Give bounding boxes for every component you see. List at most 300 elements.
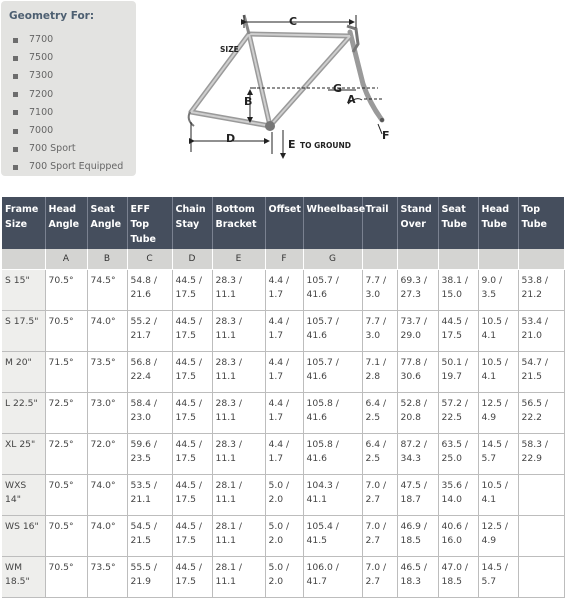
dimension-letter-cell xyxy=(438,249,478,270)
cell-line: 4.1 xyxy=(481,330,497,341)
dimension-letter-cell: G xyxy=(303,249,362,270)
bullet-square-icon xyxy=(13,165,18,170)
table-cell xyxy=(172,393,212,434)
cell-line: 1.7 xyxy=(268,412,284,423)
cell-line: 57.2 / xyxy=(441,398,468,409)
cell-line: 7.0 / xyxy=(365,480,387,491)
table-cell xyxy=(212,311,265,352)
cell-line: Tube xyxy=(130,234,156,245)
dimension-letter-row xyxy=(2,249,564,270)
dimension-letter-cell xyxy=(478,249,518,270)
table-cell xyxy=(127,393,172,434)
table-cell xyxy=(518,434,564,475)
table-cell xyxy=(212,393,265,434)
cell-line: 105.8 / xyxy=(306,398,339,409)
cell-line: 10.5 / xyxy=(481,480,508,491)
column-header xyxy=(87,197,127,249)
cell-line: 55.2 / xyxy=(130,316,157,327)
table-cell xyxy=(172,434,212,475)
cell-line: 7.7 / xyxy=(365,275,387,286)
cell-line: Chain xyxy=(175,204,206,215)
cell-line: 4.4 / xyxy=(268,275,290,286)
cell-line: 59.6 / xyxy=(130,439,157,450)
table-row xyxy=(2,434,564,475)
cell-line: 11.1 xyxy=(215,289,236,300)
cell-line: Tube xyxy=(521,219,547,230)
table-cell xyxy=(265,311,303,352)
table-cell xyxy=(127,516,172,557)
bullet-square-icon xyxy=(13,56,18,61)
cell-line: WM xyxy=(5,562,23,573)
table-cell: 73.0° xyxy=(87,393,127,434)
table-cell xyxy=(127,557,172,598)
bullet-square-icon xyxy=(13,74,18,79)
cell-line: 14.5 / xyxy=(481,562,508,573)
cell-line: 12.5 / xyxy=(481,398,508,409)
cell-line: Bottom xyxy=(215,204,255,215)
cell-line: 2.8 xyxy=(365,371,381,382)
cell-line: 44.5 / xyxy=(175,480,202,491)
cell-line: 40.6 / xyxy=(441,521,468,532)
cell-line: 18.5 xyxy=(441,576,462,587)
cell-line: 53.5 / xyxy=(130,480,157,491)
model-list xyxy=(13,31,123,177)
cell-line: 2.0 xyxy=(268,576,284,587)
cell-line: 44.5 / xyxy=(441,316,468,327)
cell-line: Wheelbase xyxy=(306,204,366,215)
table-cell xyxy=(172,557,212,598)
dimension-label-c: C xyxy=(289,15,298,28)
cell-line: 21.0 xyxy=(521,330,542,341)
cell-line: 11.1 xyxy=(215,535,236,546)
table-cell: 72.5° xyxy=(45,434,87,475)
cell-line: 4.4 / xyxy=(268,398,290,409)
cell-line: Head xyxy=(481,204,510,215)
cell-line: 11.1 xyxy=(215,330,236,341)
cell-line: 7.7 / xyxy=(365,316,387,327)
cell-line: 22.4 xyxy=(130,371,151,382)
dimension-label-b: B xyxy=(244,95,253,108)
table-cell xyxy=(265,434,303,475)
cell-line: 44.5 / xyxy=(175,398,202,409)
cell-line: 41.6 xyxy=(306,289,327,300)
dimension-label-f: F xyxy=(382,129,390,142)
table-cell xyxy=(478,352,518,393)
table-header-row xyxy=(2,197,564,249)
cell-line: 15.0 xyxy=(441,289,462,300)
cell-line: Seat xyxy=(90,204,115,215)
cell-line: 22.9 xyxy=(521,453,542,464)
cell-line: 11.1 xyxy=(215,576,236,587)
cell-line: Stand xyxy=(400,204,432,215)
table-cell xyxy=(438,516,478,557)
dimension-label-to-ground: TO GROUND xyxy=(300,141,352,150)
cell-line: 4.4 / xyxy=(268,357,290,368)
cell-line: 105.8 / xyxy=(306,439,339,450)
cell-line: 1.7 xyxy=(268,371,284,382)
cell-line: 104.3 / xyxy=(306,480,339,491)
table-cell xyxy=(362,270,397,311)
table-cell xyxy=(303,311,362,352)
cell-line: 105.4 / xyxy=(306,521,339,532)
cell-line: 21.1 xyxy=(130,494,151,505)
table-cell xyxy=(172,311,212,352)
cell-line: 2.7 xyxy=(365,535,381,546)
table-cell xyxy=(265,352,303,393)
cell-line: Head xyxy=(48,204,77,215)
table-cell xyxy=(397,557,438,598)
cell-line: 69.3 / xyxy=(400,275,427,286)
table-cell xyxy=(478,270,518,311)
table-cell xyxy=(362,434,397,475)
cell-line: 41.6 xyxy=(306,330,327,341)
cell-line: 11.1 xyxy=(215,494,236,505)
cell-line: 28.3 / xyxy=(215,357,242,368)
table-cell xyxy=(362,516,397,557)
cell-line: 19.7 xyxy=(441,371,462,382)
cell-line: 25.0 xyxy=(441,453,462,464)
table-cell: 72.0° xyxy=(87,434,127,475)
cell-line: 28.1 / xyxy=(215,562,242,573)
cell-line: 30.6 xyxy=(400,371,421,382)
column-header xyxy=(172,197,212,249)
cell-line: 20.8 xyxy=(400,412,421,423)
column-header xyxy=(45,197,87,249)
cell-line: 34.3 xyxy=(400,453,421,464)
cell-line: 50.1 / xyxy=(441,357,468,368)
cell-line: 44.5 / xyxy=(175,357,202,368)
table-cell xyxy=(518,475,564,516)
table-row xyxy=(2,270,564,311)
cell-line: 4.9 xyxy=(481,412,497,423)
column-header xyxy=(127,197,172,249)
table-cell xyxy=(397,434,438,475)
cell-line: 12.5 / xyxy=(481,521,508,532)
table-cell xyxy=(212,516,265,557)
cell-line: 27.3 xyxy=(400,289,421,300)
column-header xyxy=(518,197,564,249)
cell-line: 55.5 / xyxy=(130,562,157,573)
cell-line: 44.5 / xyxy=(175,316,202,327)
table-cell xyxy=(438,475,478,516)
table-row xyxy=(2,311,564,352)
frame-size-cell: S 15" xyxy=(2,270,45,311)
cell-line: 4.1 xyxy=(481,494,497,505)
table-cell: 74.5° xyxy=(87,270,127,311)
dimension-letter-cell: A xyxy=(45,249,87,270)
model-item-7700[interactable]: 7700 xyxy=(13,31,123,49)
cell-line: 6.4 / xyxy=(365,398,387,409)
cell-line: 21.6 xyxy=(130,289,151,300)
cell-line: 23.0 xyxy=(130,412,151,423)
cell-line: 3.5 xyxy=(481,289,497,300)
cell-line: 21.5 xyxy=(521,371,542,382)
cell-line: 28.1 / xyxy=(215,480,242,491)
cell-line: 105.7 / xyxy=(306,357,339,368)
table-cell xyxy=(127,475,172,516)
cell-line: 22.5 xyxy=(441,412,462,423)
cell-line: 17.5 xyxy=(175,371,196,382)
cell-line: 2.7 xyxy=(365,576,381,587)
cell-line: 41.6 xyxy=(306,371,327,382)
dimension-letter-cell: B xyxy=(87,249,127,270)
cell-line: 4.9 xyxy=(481,535,497,546)
bullet-square-icon xyxy=(13,147,18,152)
cell-line: 1.7 xyxy=(268,330,284,341)
cell-line: 28.3 / xyxy=(215,398,242,409)
bullet-square-icon xyxy=(13,38,18,43)
table-cell xyxy=(172,352,212,393)
cell-line: 7.1 / xyxy=(365,357,387,368)
table-cell xyxy=(438,557,478,598)
cell-line: 2.0 xyxy=(268,535,284,546)
cell-line: 58.3 / xyxy=(521,439,548,450)
table-cell xyxy=(303,557,362,598)
bullet-square-icon xyxy=(13,92,18,97)
cell-line: Bracket xyxy=(215,219,257,230)
cell-line: 54.5 / xyxy=(130,521,157,532)
table-row xyxy=(2,557,564,598)
table-cell xyxy=(397,516,438,557)
cell-line: 21.5 xyxy=(130,535,151,546)
cell-line: 21.2 xyxy=(521,289,542,300)
table-cell xyxy=(303,475,362,516)
dimension-letter-cell xyxy=(518,249,564,270)
cell-line: 17.5 xyxy=(175,412,196,423)
column-header xyxy=(478,197,518,249)
table-cell xyxy=(303,393,362,434)
table-cell: 73.5° xyxy=(87,557,127,598)
cell-line: 54.8 / xyxy=(130,275,157,286)
cell-line: 17.5 xyxy=(175,535,196,546)
cell-line: Frame xyxy=(5,204,39,215)
cell-line: 28.1 / xyxy=(215,521,242,532)
dimension-letter-cell: F xyxy=(265,249,303,270)
cell-line: 1.7 xyxy=(268,453,284,464)
table-cell xyxy=(265,393,303,434)
cell-line: Top xyxy=(521,204,541,215)
cell-line: 35.6 / xyxy=(441,480,468,491)
column-header xyxy=(303,197,366,249)
table-cell xyxy=(265,516,303,557)
cell-line: 53.4 / xyxy=(521,316,548,327)
cell-line: 2.0 xyxy=(268,494,284,505)
cell-line: Angle xyxy=(48,219,80,230)
cell-line: 18.3 xyxy=(400,576,421,587)
cell-line: 2.7 xyxy=(365,494,381,505)
cell-line: Stay xyxy=(175,219,200,230)
frame-geometry-diagram xyxy=(178,2,566,177)
cell-line: 41.6 xyxy=(306,453,327,464)
table-cell xyxy=(438,270,478,311)
cell-line: Trail xyxy=(365,204,389,215)
cell-line: 14.0 xyxy=(441,494,462,505)
cell-line: 44.5 / xyxy=(175,275,202,286)
table-cell xyxy=(438,393,478,434)
cell-line: 7.0 / xyxy=(365,562,387,573)
cell-line: 9.0 / xyxy=(481,275,503,286)
table-cell xyxy=(397,311,438,352)
cell-line: Tube xyxy=(441,219,467,230)
cell-line: 28.3 / xyxy=(215,316,242,327)
frame-size-cell: XL 25" xyxy=(2,434,45,475)
cell-line: 17.5 xyxy=(441,330,462,341)
cell-line: 5.0 / xyxy=(268,562,290,573)
cell-line: 18.5 xyxy=(400,535,421,546)
column-header xyxy=(438,197,478,249)
cell-line: 106.0 / xyxy=(306,562,339,573)
cell-line: 58.4 / xyxy=(130,398,157,409)
table-cell xyxy=(303,352,362,393)
table-cell xyxy=(265,557,303,598)
column-header xyxy=(212,197,265,249)
frame-size-cell: S 17.5" xyxy=(2,311,45,352)
cell-line: 11.1 xyxy=(215,412,236,423)
table-cell: 71.5° xyxy=(45,352,87,393)
cell-line: Top xyxy=(130,219,150,230)
model-list-title: Geometry For: xyxy=(9,10,95,22)
table-cell: 74.0° xyxy=(87,516,127,557)
dimension-letter-cell xyxy=(2,249,45,270)
table-cell xyxy=(518,352,564,393)
table-row xyxy=(2,352,564,393)
table-cell xyxy=(362,311,397,352)
table-cell xyxy=(362,475,397,516)
cell-line: 47.5 / xyxy=(400,480,427,491)
cell-line: 105.7 / xyxy=(306,316,339,327)
cell-line: 22.2 xyxy=(521,412,542,423)
cell-line: Tube xyxy=(481,219,507,230)
table-cell xyxy=(303,516,362,557)
column-header xyxy=(397,197,438,249)
cell-line: 14.5 / xyxy=(481,439,508,450)
dimension-label-d: D xyxy=(226,132,236,145)
cell-line: 73.7 / xyxy=(400,316,427,327)
cell-line: 54.7 / xyxy=(521,357,548,368)
cell-line: Angle xyxy=(90,219,122,230)
table-cell xyxy=(518,393,564,434)
table-cell xyxy=(265,475,303,516)
table-row xyxy=(2,475,564,516)
model-item-700-sport[interactable]: 700 Sport xyxy=(13,140,123,158)
table-cell xyxy=(478,516,518,557)
cell-line: 5.0 / xyxy=(268,521,290,532)
cell-line: 46.5 / xyxy=(400,562,427,573)
cell-line: 41.1 xyxy=(306,494,327,505)
cell-line: 41.5 xyxy=(306,535,327,546)
table-cell xyxy=(127,434,172,475)
table-cell xyxy=(172,475,212,516)
table-cell xyxy=(172,270,212,311)
cell-line: 44.5 / xyxy=(175,439,202,450)
geometry-table xyxy=(2,197,565,598)
table-cell xyxy=(518,311,564,352)
table-cell xyxy=(438,352,478,393)
table-cell: 70.5° xyxy=(45,557,87,598)
table-cell xyxy=(265,270,303,311)
dimension-letter-cell: D xyxy=(172,249,212,270)
cell-line: EFF xyxy=(130,204,150,215)
frame-size-cell: M 20" xyxy=(2,352,45,393)
cell-line: 3.0 xyxy=(365,289,381,300)
table-cell: 70.5° xyxy=(45,311,87,352)
cell-line: Size xyxy=(5,219,28,230)
model-item-7500[interactable]: 7500 xyxy=(13,49,123,67)
cell-line: 105.7 / xyxy=(306,275,339,286)
dimension-letter-cell: C xyxy=(127,249,172,270)
model-item-7300[interactable]: 7300 xyxy=(13,67,123,85)
cell-line: 10.5 / xyxy=(481,316,508,327)
table-cell xyxy=(397,270,438,311)
table-cell: 70.5° xyxy=(45,270,87,311)
frame-size-cell: WS 16" xyxy=(2,516,45,557)
cell-line: 23.5 xyxy=(130,453,151,464)
cell-line: 11.1 xyxy=(215,453,236,464)
model-item-7000[interactable]: 7000 xyxy=(13,122,123,140)
cell-line: 17.5 xyxy=(175,330,196,341)
cell-line: 5.0 / xyxy=(268,480,290,491)
cell-line: 4.4 / xyxy=(268,439,290,450)
cell-line: 17.5 xyxy=(175,289,196,300)
table-cell xyxy=(212,352,265,393)
table-cell xyxy=(518,516,564,557)
table-cell: 72.5° xyxy=(45,393,87,434)
cell-line: 17.5 xyxy=(175,453,196,464)
dimension-label-a: A xyxy=(347,93,356,106)
cell-line: 2.5 xyxy=(365,412,381,423)
frame-size-cell: WXS 14" xyxy=(2,475,45,516)
cell-line: 28.3 / xyxy=(215,275,242,286)
column-header xyxy=(2,197,45,249)
table-cell xyxy=(303,434,362,475)
cell-line: 17.5 xyxy=(175,576,196,587)
cell-line: 56.5 / xyxy=(521,398,548,409)
model-item-7200[interactable]: 7200 xyxy=(13,86,123,104)
dimension-letter-cell xyxy=(397,249,438,270)
cell-line: 4.1 xyxy=(481,371,497,382)
column-header xyxy=(362,197,397,249)
cell-line: 6.4 / xyxy=(365,439,387,450)
cell-line: 5.7 xyxy=(481,576,497,587)
cell-line: 46.9 / xyxy=(400,521,427,532)
cell-line: 17.5 xyxy=(175,494,196,505)
cell-line: 44.5 / xyxy=(175,562,202,573)
model-item-7100[interactable]: 7100 xyxy=(13,104,123,122)
cell-line: 3.0 xyxy=(365,330,381,341)
model-item-700-sport-equipped[interactable]: 700 Sport Equipped xyxy=(13,158,123,176)
table-cell: 74.0° xyxy=(87,311,127,352)
bullet-square-icon xyxy=(13,129,18,134)
table-cell xyxy=(362,352,397,393)
table-cell xyxy=(303,270,362,311)
dimension-letter-cell: E xyxy=(212,249,265,270)
cell-line: 21.7 xyxy=(130,330,151,341)
dimension-letter-cell xyxy=(362,249,397,270)
table-cell xyxy=(397,475,438,516)
table-cell: 74.0° xyxy=(87,475,127,516)
table-cell xyxy=(212,434,265,475)
cell-line: 5.7 xyxy=(481,453,497,464)
table-row xyxy=(2,516,564,557)
table-cell xyxy=(478,557,518,598)
table-cell: 70.5° xyxy=(45,475,87,516)
cell-line: 4.4 / xyxy=(268,316,290,327)
table-cell xyxy=(127,352,172,393)
table-cell xyxy=(212,270,265,311)
cell-line: Over xyxy=(400,219,426,230)
table-cell: 73.5° xyxy=(87,352,127,393)
table-cell xyxy=(438,311,478,352)
